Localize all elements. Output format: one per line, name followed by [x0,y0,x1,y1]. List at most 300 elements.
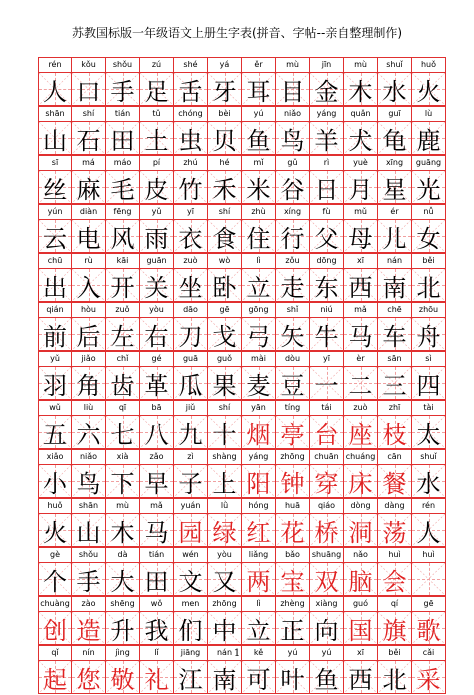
character-cell [208,464,242,498]
character-cell [38,121,72,155]
character-cell [242,660,276,694]
pinyin-cell: nǚ [412,204,446,219]
character-cell [106,660,140,694]
hanzi-character: 木 [348,77,373,106]
pinyin-row [38,57,446,72]
pinyin-row [38,253,446,268]
character-cell [242,170,276,204]
hanzi-character: 国 [348,616,373,645]
hanzi-character: 手 [76,567,101,596]
hanzi-character: 个 [43,567,67,596]
character-cell [310,219,344,253]
character-cell [412,611,446,645]
pinyin-cell: tián [106,106,140,121]
hanzi-character: 北 [416,273,441,302]
character-cell [412,317,446,351]
hanzi-character: 风 [110,224,135,253]
character-cell [378,268,412,302]
hanzi-character: 田 [110,126,135,155]
pinyin-cell: yī [310,351,344,366]
character-cell [72,170,106,204]
hanzi-character: 又 [212,567,237,596]
hanzi-character: 阳 [246,469,271,498]
hanzi-character: 台 [314,420,339,449]
character-cell [344,660,378,694]
pinyin-cell: huā [276,498,310,513]
pinyin-row [38,449,446,464]
hanzi-character: 角 [76,371,101,400]
hanzi-character: 立 [246,616,271,645]
pinyin-cell: lǐ [140,645,174,660]
character-cell [242,513,276,547]
hanzi-character: 耳 [246,77,271,106]
character-cell [106,562,140,596]
character-cell [38,611,72,645]
pinyin-cell: jiǔ [174,400,208,415]
pinyin-cell: guó [344,596,378,611]
hanzi-character: 文 [178,567,203,596]
character-cell [208,170,242,204]
character-cell [106,464,140,498]
hanzi-character: 们 [178,616,203,645]
pinyin-cell: rì [310,155,344,170]
pinyin-cell: nín [72,645,106,660]
hanzi-character: 目 [280,77,305,106]
pinyin-cell: tíng [276,400,310,415]
character-cell [38,170,72,204]
character-cell [38,268,72,302]
character-cell [310,268,344,302]
hanzi-character: 九 [178,420,203,449]
hanzi-character: 日 [314,175,339,204]
character-cell [310,317,344,351]
pinyin-cell: niǎo [276,106,310,121]
pinyin-cell: gǔ [276,155,310,170]
character-cell [140,72,174,106]
character-cell [310,170,344,204]
pinyin-cell: yǔ [140,204,174,219]
character-cell [72,317,106,351]
character-cell [106,513,140,547]
pinyin-cell: rén [412,498,446,513]
pinyin-cell: zǒu [276,253,310,268]
hanzi-character: 前 [43,322,67,351]
pinyin-cell: yǔ [38,351,72,366]
character-cell [38,562,72,596]
pinyin-cell: ěr [242,57,276,72]
hanzi-character: 住 [246,224,271,253]
character-cell [208,219,242,253]
hanzi-character: 火 [416,77,441,106]
hanzi-character: 红 [246,518,271,547]
pinyin-cell: mǎ [140,498,174,513]
hanzi-character: 麦 [246,371,271,400]
hanzi-character: 开 [110,273,135,302]
hanzi-character: 坐 [178,273,203,302]
hanzi-character: 父 [314,224,339,253]
pinyin-cell: zhú [174,155,208,170]
hanzi-character: 立 [246,273,271,302]
character-cell [72,464,106,498]
character-cell [174,562,208,596]
pinyin-cell: má [72,155,106,170]
character-cell [174,268,208,302]
pinyin-cell: shǒu [72,547,106,562]
character-cell [140,268,174,302]
pinyin-cell: nǎo [344,547,378,562]
pinyin-cell: xià [106,449,140,464]
pinyin-cell: yuán [174,498,208,513]
pinyin-cell: kě [242,645,276,660]
character-cell [106,415,140,449]
hanzi-character: 雨 [144,224,169,253]
pinyin-cell: gōng [242,302,276,317]
pinyin-cell: yuè [344,155,378,170]
hanzi-character: 走 [280,273,305,302]
pinyin-cell: dāo [174,302,208,317]
character-cell [174,611,208,645]
character-cell [378,415,412,449]
character-cell [208,366,242,400]
character-cell [310,562,344,596]
hanzi-character: 儿 [382,224,407,253]
hanzi-character: 豆 [280,371,305,400]
pinyin-cell: wǔ [38,400,72,415]
pinyin-cell: shí [208,204,242,219]
character-grid [38,57,446,694]
hanzi-character: 十 [212,420,237,449]
hanzi-character: 采 [416,665,441,694]
character-row [38,317,446,351]
hanzi-character: 车 [382,322,407,351]
character-cell [276,366,310,400]
character-cell [276,268,310,302]
character-cell [242,219,276,253]
character-cell [378,170,412,204]
character-cell [174,415,208,449]
hanzi-character: 礼 [144,665,169,694]
pinyin-cell: wén [174,547,208,562]
character-cell [412,660,446,694]
character-cell [174,72,208,106]
pinyin-cell: gē [208,302,242,317]
hanzi-character: 贝 [212,126,237,155]
pinyin-cell: gé [140,351,174,366]
pinyin-cell: chuàng [38,596,72,611]
character-row [38,611,446,645]
hanzi-character: 下 [110,469,135,498]
character-cell [38,72,72,106]
pinyin-cell: mù [344,57,378,72]
character-cell [38,464,72,498]
character-cell [276,72,310,106]
hanzi-character: 光 [416,175,441,204]
character-cell [310,660,344,694]
pinyin-cell: liù [72,400,106,415]
character-cell [378,464,412,498]
hanzi-character: 云 [43,224,67,253]
hanzi-character: 水 [416,469,441,498]
hanzi-character: 西 [348,665,373,694]
character-cell [174,219,208,253]
pinyin-cell: chē [378,302,412,317]
pinyin-cell: guǒ [208,351,242,366]
hanzi-character: 禾 [212,175,237,204]
hanzi-character: 鸟 [280,126,305,155]
pinyin-cell: lù [412,106,446,121]
character-cell [140,660,174,694]
pinyin-cell: shàng [208,449,242,464]
pinyin-cell: dòng [344,498,378,513]
pinyin-row [38,106,446,121]
page-number: 1 [233,648,241,659]
pinyin-cell: yòu [208,547,242,562]
hanzi-character: 向 [314,616,339,645]
hanzi-character: 月 [348,175,373,204]
pinyin-cell: quǎn [344,106,378,121]
character-cell [242,72,276,106]
pinyin-cell: shēng [106,596,140,611]
hanzi-character: 马 [348,322,373,351]
pinyin-cell: shí [72,106,106,121]
character-cell [106,317,140,351]
hanzi-character: 齿 [110,371,135,400]
character-cell [378,562,412,596]
pinyin-cell: wǒ [140,596,174,611]
hanzi-character: 足 [144,77,169,106]
character-row [38,170,446,204]
pinyin-cell: chū [38,253,72,268]
hanzi-character: 七 [110,420,135,449]
pinyin-cell: fēng [106,204,140,219]
character-cell [344,268,378,302]
hanzi-character: 鱼 [246,126,271,155]
hanzi-character: 旗 [382,616,407,645]
pinyin-cell: yún [38,204,72,219]
hanzi-character: 上 [212,469,237,498]
hanzi-character: 犬 [348,126,373,155]
hanzi-character: 东 [314,273,339,302]
pinyin-cell: chuáng [344,449,378,464]
character-cell [412,72,446,106]
hanzi-character: 鹿 [416,126,441,155]
character-cell [140,415,174,449]
pinyin-cell: zuǒ [106,302,140,317]
pinyin-cell: yī [174,204,208,219]
character-cell [378,121,412,155]
pinyin-cell: hé [208,155,242,170]
pinyin-cell: huì [378,547,412,562]
hanzi-character: 口 [76,77,101,106]
pinyin-cell: tài [412,400,446,415]
hanzi-character: 山 [43,126,67,155]
character-cell [38,660,72,694]
hanzi-character: 亭 [280,420,305,449]
hanzi-character: 餐 [382,469,407,498]
character-row [38,366,446,400]
hanzi-character: 瓜 [178,371,203,400]
pinyin-cell: xiàng [310,596,344,611]
hanzi-character: 皮 [144,175,169,204]
hanzi-character: 牛 [314,322,339,351]
pinyin-cell: mù [276,57,310,72]
hanzi-character: 石 [76,126,101,155]
character-row [38,219,446,253]
pinyin-cell: bǎo [276,547,310,562]
pinyin-cell: cān [378,449,412,464]
pinyin-cell: zú [140,57,174,72]
hanzi-character: 叶 [280,665,305,694]
pinyin-cell: qián [38,302,72,317]
character-cell [344,415,378,449]
pinyin-cell: jiǎo [72,351,106,366]
hanzi-character: 舌 [178,77,203,106]
hanzi-character: 园 [178,518,203,547]
hanzi-character: 米 [246,175,271,204]
hanzi-character: 龟 [382,126,407,155]
pinyin-cell: tián [140,547,174,562]
hanzi-character: 洞 [348,518,373,547]
pinyin-row [38,302,446,317]
character-cell [276,170,310,204]
pinyin-cell: zhōng [276,449,310,464]
character-cell [310,611,344,645]
pinyin-cell: rù [72,253,106,268]
character-cell [344,317,378,351]
character-cell [412,219,446,253]
hanzi-character: 南 [382,273,407,302]
character-row [38,121,446,155]
character-cell [106,366,140,400]
character-cell [208,317,242,351]
hanzi-character: 荡 [382,518,407,547]
character-cell [276,121,310,155]
hanzi-character: 宝 [280,567,305,596]
pinyin-cell: qī [106,400,140,415]
character-cell [242,121,276,155]
pinyin-cell: dàng [378,498,412,513]
character-cell [276,219,310,253]
hanzi-character: 丝 [43,175,67,204]
pinyin-cell: sān [378,351,412,366]
pinyin-cell: jiāng [174,645,208,660]
character-cell [106,72,140,106]
character-cell [38,366,72,400]
character-cell [310,72,344,106]
pinyin-cell: zì [174,449,208,464]
character-cell [140,513,174,547]
hanzi-character: 八 [144,420,169,449]
character-cell [38,415,72,449]
pinyin-cell: nán [208,645,242,660]
hanzi-character: 田 [144,567,169,596]
pinyin-cell: pí [140,155,174,170]
pinyin-cell: ér [378,204,412,219]
hanzi-character: 关 [144,273,169,302]
character-cell [242,317,276,351]
hanzi-character: 右 [144,322,169,351]
hanzi-character: 革 [144,371,169,400]
pinyin-row [38,351,446,366]
character-cell [72,513,106,547]
pinyin-cell: shǐ [276,302,310,317]
character-cell [208,513,242,547]
pinyin-row [38,498,446,513]
character-cell [378,611,412,645]
character-cell [344,464,378,498]
character-cell [208,121,242,155]
hanzi-character: 衣 [178,224,203,253]
hanzi-character: 一 [314,371,339,400]
character-cell [208,562,242,596]
character-cell [310,464,344,498]
hanzi-character: 电 [76,224,101,253]
pinyin-cell: běi [412,253,446,268]
hanzi-character: 钟 [280,469,305,498]
hanzi-character: 座 [348,420,373,449]
pinyin-cell: xíng [276,204,310,219]
character-cell [378,317,412,351]
hanzi-character: 竹 [178,175,203,204]
pinyin-cell: lì [242,253,276,268]
pinyin-cell: liǎng [242,547,276,562]
pinyin-cell: zhōng [208,596,242,611]
character-cell [140,317,174,351]
hanzi-character: 早 [144,469,169,498]
character-cell [310,366,344,400]
character-cell [378,660,412,694]
hanzi-character: 人 [416,518,441,547]
hanzi-character: 江 [178,665,203,694]
hanzi-character: 土 [144,126,169,155]
pinyin-cell: yú [242,106,276,121]
hanzi-character [412,563,445,595]
character-row [38,562,446,596]
hanzi-character: 羽 [43,371,67,400]
hanzi-character: 六 [76,420,101,449]
character-cell [72,72,106,106]
pinyin-cell: tái [310,400,344,415]
pinyin-cell: sī [38,155,72,170]
pinyin-cell: chóng [174,106,208,121]
character-cell [344,366,378,400]
character-cell [140,562,174,596]
character-cell [242,366,276,400]
character-cell [242,268,276,302]
hanzi-character: 敬 [110,665,135,694]
pinyin-cell: niú [310,302,344,317]
character-cell [344,170,378,204]
character-cell [106,611,140,645]
pinyin-cell: yú [276,645,310,660]
hanzi-character: 手 [110,77,135,106]
hanzi-character: 二 [348,371,373,400]
pinyin-cell: xiǎo [38,449,72,464]
hanzi-character: 火 [43,518,67,547]
character-cell [38,219,72,253]
pinyin-cell: bā [140,400,174,415]
hanzi-character: 麻 [76,175,101,204]
character-cell [72,611,106,645]
hanzi-character: 五 [43,420,67,449]
pinyin-cell: qiáo [310,498,344,513]
character-cell [140,170,174,204]
pinyin-cell: men [174,596,208,611]
hanzi-character: 入 [76,273,101,302]
character-cell [174,660,208,694]
character-cell [38,513,72,547]
pinyin-cell: nán [378,253,412,268]
